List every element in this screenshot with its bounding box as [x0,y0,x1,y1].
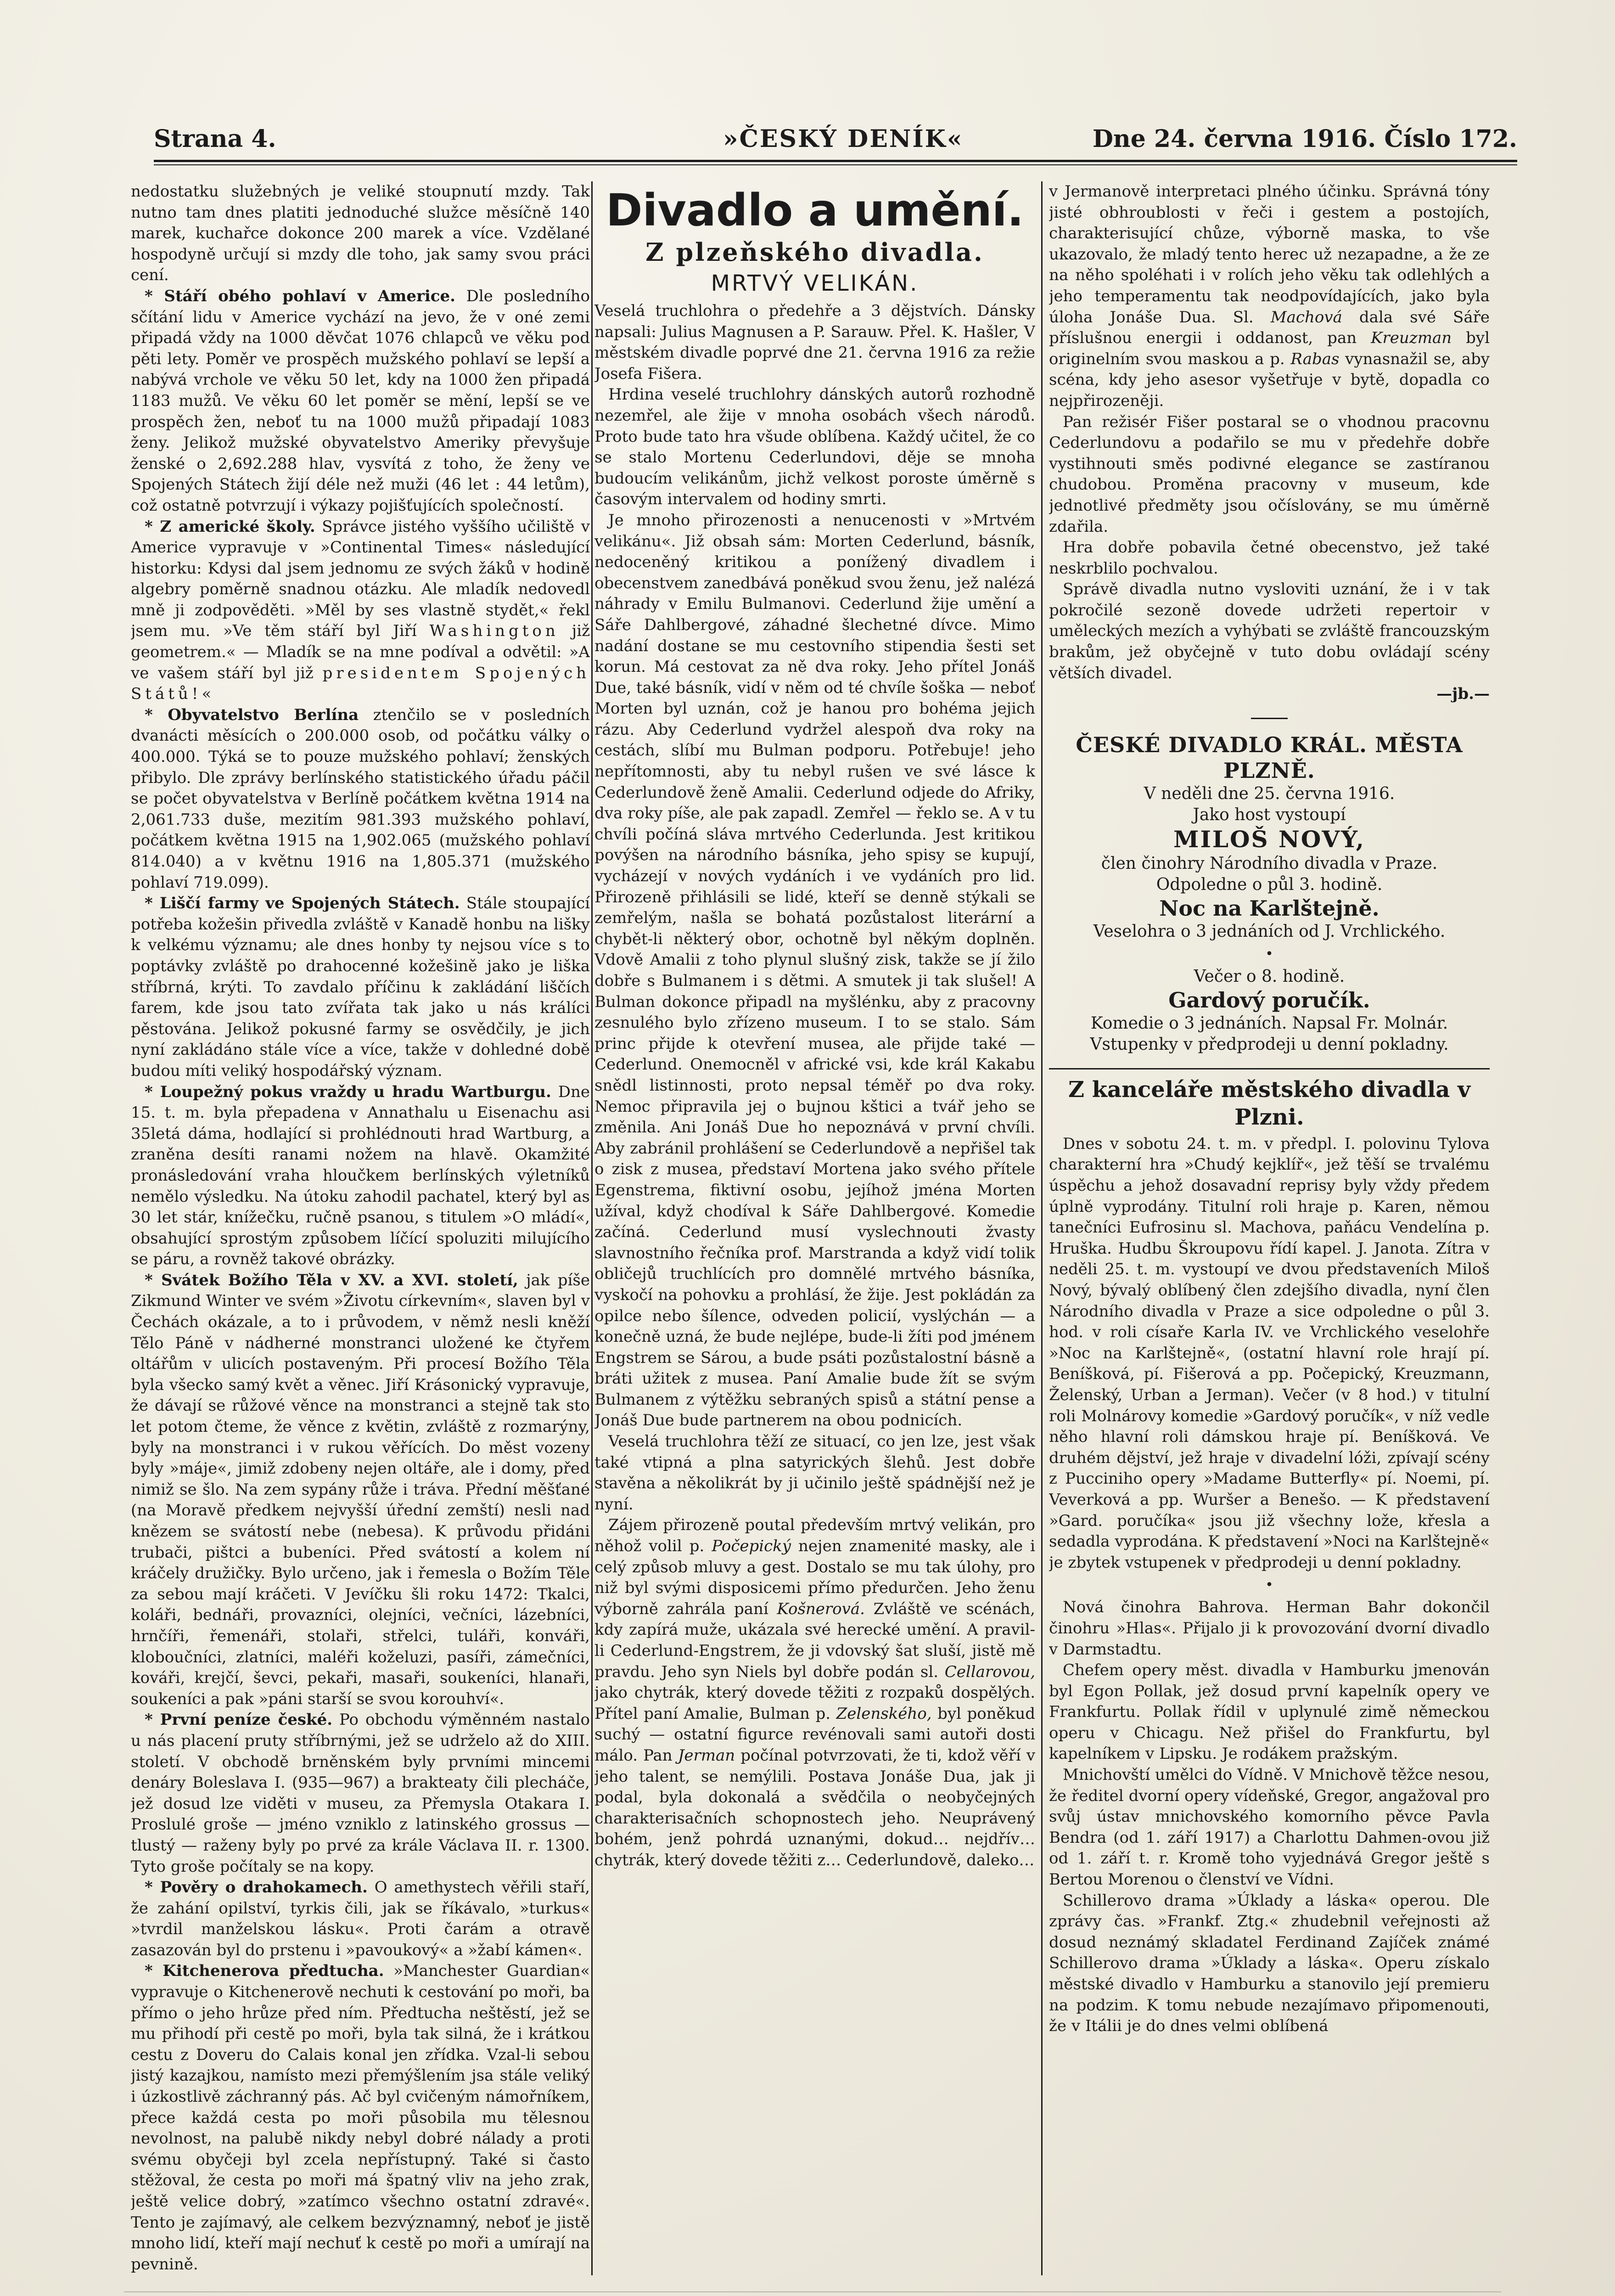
article-first-money [131,1710,590,1877]
ad-rule [1049,1068,1490,1069]
review-paragraph: Hra dobře pobavila četné obecenstvo, jež také neskrblilo pochvalou. [1049,538,1490,578]
review-paragraph: Správě divadla nutno vysloviti uznání, že i v tak pokročilé sezoně dovede udržeti repertoir v uměleckých mezích a vyhýbati se zvláště francouzským brakům, jež obyčejně v tuto dobu ovládají scény větších divadel. [1049,580,1490,682]
column-left [131,181,590,2287]
news-item: Nová činohra Bahrova. Herman Bahr dokončil činohru »Hlas«. Přijalo ji k provozování dvorní divadlo v Darmstadtu. [1049,1598,1490,1659]
office-title: Z kanceláře městského divadla v Plzni. [1068,1076,1470,1130]
office-notice: Dnes v sobotu 24. t. m. v předpl. I. polovinu Tylova charakterní hra »Chudý kejklíř«, jež těší se trvalému úspěchu a jehož dosavadní reprisy byly vždy předem úplně vyprodány. Titulní roli hraje p. Karen, němou tanečníci Eufrosinu sl. Machova, paňácu Vendelína p. Hruška. Hudbu Škroupovu řídí kapel. J. Janota. Zítra v neděli 25. t. m. vystoupí ve dvou představeních Miloš Nový, bývalý oblíbený člen zdejšího divadla, nyní člen Národního divadla v Praze a sice odpoledne o půl 3. hod. v roli císaře Karla IV. ve Vrchlického veselohře »Noc na Karlštejně«, (ostatní hlavní role hrají pí. Beníšková, pí. Fišerová a pp. Počepický, Kreuzmann, Želenský, Urban a Jerman). Večer (v 8 hod.) v titulní roli Molnárovy komedie »Gardový poručík«, v níž vedle něho hlavní roli dámskou hraje pí. Beníšková. Ve druhém dějství, jež hraje v divadelní lóži, zpívají scény z Pucciniho opery »Madame Butterfly« pí. Noemi, pí. Veverková a pp. Wuršer a Benešo. — K představení »Gard. poručíka« jsou již všechny lože, křesla a sedadla vyprodána. K představení »Noci na Karlštejně« je zbytek vstupenek v předprodeji u denní pokladny. [1049,1134,1490,1572]
article-heading: * Loupežný pokus vraždy u hradu Wartburgu. [145,1082,551,1101]
ad-line: Veselohra o 3 jednáních od J. Vrchlického. [1093,922,1446,941]
article-berlin [131,705,590,893]
article-body: »Manchester Guardian« vypravuje o Kitchenerově nechuti k cestování po moři, ba přímo o jeho hrůze před ním. Předtucha neštěstí, jež se mu přihodí při cestě po moři, byla tak silná, že i krátkou cestu z Doveru do Calais konal jen zřídka. Vzal-li sebou jistý kazajkou, namísto mezi přemýšlením jsa stále veliký i úzkostlivě záchranný pás. Ač byl cvičeným námořníkem, přece každá cesta po moři působila mu tělesnou nevolnost, na palubě nikdy nebyl dobré nálady a proti svému obyčeji byl zcela nepřístupný. Také si často stěžoval, že cesta po moři má špatný vliv na jeho zrak, ještě velice dobrý, »zatímco všechno ostatní zdravé«. Tento je zajímavý, ale celkem bezvýznamný, neboť je jistě mnoho lidí, kteří mají nechuť k cestě po moři a umírají na pevnině. [131,1962,590,2273]
ad-line: Jako host vystoupí [1193,805,1346,824]
article-body: Po obchodu výměnném nastalo u nás placení pruty stříbrnými, jež se udrželo až do XIII. století. V obchodě brněnském byly prvními mincemi denáry Boleslava I. (935—967) a brakteaty čili plecháče, jež dosud lze viděti v museu, za Přemysla Otakara I. Proslulé groše — jméno vzniklo z latinského grossus — tlustý — raženy byly po prvé za krále Václava II. r. 1300. Tyto groše počítaly se na kopy. [131,1711,590,1876]
article-heading: * Obyvatelstvo Berlína [145,705,359,724]
text-run: v Jermanově interpretaci plného účinku. Správná tóny jisté obhroublosti v řeči i gestem a postojích, charakterisující chůze, výborně maska, to vše ukazovalo, že mladý tento herec už nezapadne, a že ze na něho spoléhati i v rolích jeho věku tak odlehlých a jeho temperamentu tak neodpovídajících, jako byla úloha Jonáše Dua. Sl. [1049,182,1490,326]
text-run: počínal potvrzovati, že ti, kdož věří v jeho talent, se nemýlili. Postava Jonáše Dua, jak ji podal, byla dokonalá a svědčila o neobyčejných charakterisačních schopnostech jeho. Neuprávený bohém, jenž pohrdá uznanými, dokud… nejdřív… chytrák, který dovede těžiti z… Cederlundově, daleko… [594,1746,1035,1869]
ad-line: člen činohry Národního divadla v Praze. [1101,854,1438,873]
column-divider-2 [1041,181,1043,2275]
text-run: dala své Sáře příslušnou energii i oddanost, pan [1049,308,1490,348]
article-heading: * Stáří obého pohlaví v Americe. [145,287,455,305]
actor-name: Jerman [678,1746,735,1765]
column-middle [594,181,1035,2287]
page-bottom-edge [124,2291,1501,2292]
review-play-title: MRTVÝ VELIKÁN. [711,270,919,296]
actor-name: Košnerová. [777,1599,865,1618]
ad-play: Gardový poručík. [1168,987,1370,1013]
page-number: Strana 4. [154,125,276,153]
review-paragraph: Je mnoho přirozenosti a nenucenosti v »Mrtvém velikánu«. Již obsah sám: Morten Cederlund, básník, nedoceněný kritikou a ponížený divadlem i obecenstvem zanedbává poněkud svou ženu, jež nalézá náhrady v Emilu Bulmanovi. Cederlund žije umění a Sáře Dahlbergové, záhadné šlechetné dívce. Mimo nadání dostane se mu cestovního stipendia šesti set korun. Má cestovat za ně dva roky. Jeho přítel Jonáš Due, také básník, vidí v něm od té chvíle šoška — neboť Morten byl uznán, což je hanou pro bohéma jejich rázu. Aby Cederlund vydržel alespoň dva roky na cestách, slíbí mu Bulman podporu. Potřebuje! jeho nepřítomnosti, aby tu nebyl rušen ve své lásce k Cederlundově ženě Amalii. Cederlund odjede do Afriky, dva roky píše, ale pak zapadl. Zemřel — řeklo se. A v tu chvíli počíná sláva mrtvého Cederlunda. Jest kritikou povýšen na národního básníka, jeho spisy se kupují, vycházejí v nových vydáních i ve vydáních pro lid. Přirozeně přihlásili se lidé, kteří se denně stýkali se zemřelým, našla se bohatá pozůstalost literární a chybět-li některý obor, ochotně byl někým doplněn. Vdově Amalii z toho plynul slušný zisk, takže se jí žilo dobře s Bulmanem i s dětmi. A smutek ji tak slušel! A Bulman dokonce připadl na myšlénku, aby z pracovny zesnulého bylo zřízeno museum. I to se stalo. Sám princ přijde k otevření musea, ale přijde také — Cederlund. Onemocněl v africké vsi, kde král Kakabu snědl listinnosti, proto nepsal téměř po dva roky. Nemoc připravila jej o bujnou kštici a tvář jeho se změnila. Ani Jonáš Due ho nepoznává v první chvíli. Aby zabránil prohlášení se Cederlundově a nepřišel tak o zisk z musea, představí Mortena jako svého přítele Egenstrema, fiktivní osobu, jejíhož jména Morten užíval, když chodíval k Sáře Dahlbergové. Komedie začíná. Cederlund musí vyslechnouti žvasty slavnostního řečníka prof. Marstranda a když vidí tolik obličejů truchlících pro domnělé mrtvého básníka, vyskočí na pohovku a prohlásí, že žije. Jest pokládán za opilce nebo šílence, odveden policií, vyslýchán — a konečně uzná, že bude nejlépe, bude-li žíti pod jménem Engstrem se Sárou, a bude psáti pozůstalostní básně a bráti užitek z musea. Paní Amalie bude žít se svým Bulmanem z výtěžku sebraných spisů a státní pense a Jonáš Due bude partnerem na obou podnicích. [594,511,1035,1430]
actor-name: Cellarovou, [944,1662,1035,1681]
review-paragraph: Veselá truchlohra těží ze situací, co jen lze, jest však také vtipná a plna satyrických šlehů. Jest dobře stavěna a několikrát by ji učinilo ještě spádnější než je nyní. [594,1432,1035,1514]
article-american-school [131,517,590,705]
ad-line: Komedie o 3 jednáních. Napsal Fr. Molnár. [1090,1013,1448,1033]
actor-name: Rabas [1290,349,1340,368]
ad-line: V neděli dne 25. června 1916. [1144,784,1395,803]
text-run: vynasnažil se, aby scéna, kdy jeho asesor vyšetřuje v bytě, dopadla co nejpřirozeněji. [1049,349,1490,410]
spaced-phrase: presidentem Spojených Států!« [131,664,590,703]
article-body: Správce jistého vyššího učiliště v Americe vypravuje v »Continental Times« následující historku: Kdysi dal jsem jednomu ze svých žáků v hodině algebry poměrně snadnou otázku. Ale mladík nedovedl mně ji zodpověděti. »Měl by ses vlastně stydět,« řekl jsem mu. »Ve těm stáří byl Jiří [131,517,590,641]
masthead [154,125,1517,157]
article-body: Dne 15. t. m. byla přepadena v Annathalu u Eisenachu asi 35letá dáma, hodlající si prohlédnouti hrad Wartburg, a zraněna desíti ranami nožem na hlavě. Okamžité pronásledování vraha hloučkem berlínských výletníků nemělo výsledku. Na útoku zahodil pachatel, který byl as 30 let stár, knížečku, ručně psanou, s titulem »O mládí«, obsahující sprostým způsobem líčící spoluziti milujícího se páru, a rovněž takové obrázky. [131,1082,590,1269]
issue-date: Dne 24. června 1916. Číslo 172. [1092,125,1517,153]
article-body: jak píše Zikmund Winter ve svém »Životu církevním«, slaven byl v Čechách okázale, a to i průvodem, v němž nesli kněží Tělo Páně v nádherné monstranci uložené ke čtyřem oltářům v ulicích postaveným. Při procesí Božího Těla byla všecko samý květ a věnec. Jiří Krásonický vypravuje, že dávají se růžové věnce na monstranci a stejně tak sto let potom čteme, že věnce z květin, zvláště z rozmarýny, byly na monstranci i v rukou věřících. Do měst vozeny byly »máje«, jimiž zdobeny nejen oltáře, ale i domy, před nimiž se šlo. Na zem sypány růže i tráva. Přední měšťané (na Moravě předkem nejvyšší úřední zemští) nesli nad knězem se svátostí nebe (nebesa). K průvodu přidáni trubači, pištci a bubeníci. Před svátostí a kolem ní kráčely družičky. Bylo určeno, jak i řemesla o Božím Těle za sebou mají kráčeti. V Jevíčku šli roku 1472: Tkalci, koláři, bednáři, provazníci, olejníci, večníci, lázebníci, hrnčíři, řemenáři, stolaři, střelci, tuláři, konváři, kloboučníci, zlatníci, maléři koželuzi, pasíři, zámečníci, kováři, krejčí, ševci, pekaři, masaři, soukeníci, hlanaři, soukeníci a pak »páni starší se svou korouhví«. [131,1271,590,1708]
masthead-rule [154,160,1517,162]
article-kitchener [131,1961,590,2275]
review-paragraph-cast [594,1515,1035,1871]
section-title: Divadlo a umění. [606,185,1024,236]
theatre-advertisement [1049,732,1490,1055]
article-fragment-wages: nedostatku služebných je veliké stoupnutí mzdy. Tak nutno tam dnes platiti jednoduché služce měsíčně 140 marek, kuchařce dokonce 200 marek a více. Vzdělané hospodyně určují si mzdy dle toho, jak samy svou práci cení. [131,182,590,285]
article-corpus-christi [131,1270,590,1710]
subsection-title: Z plzeňského divadla. [645,237,984,267]
separator [1251,718,1288,719]
article-body: ztenčilo se v posledních dvanácti měsících o 200.000 osob, od počátku války o 400.000. Týká se to pouze mužského pohlaví; ženských přibylo. Dle zprávy berlínského statistického úřadu páčil se počet obyvatelstva v Berlíně počátkem května 1914 na 2,061.733 duše, mezitím 981.393 mužského pohlaví, počátkem května 1915 na 1,902.065 (mužského pohlaví 814.040) a v květnu 1916 na 1,805.371 (mužského pohlaví 719.099). [131,705,590,892]
article-heading: * Kitchenerova předtucha. [145,1962,384,1981]
text-run: jako chytrák, který dovede těžiti z rozpaků dospělých. Přítel paní Amalie, Bulman p. [594,1683,1035,1723]
actor-name: Kreuzman [1371,329,1452,348]
article-wartburg [131,1082,590,1270]
article-america-ages [131,286,590,517]
text-run: Zvláště ve scénách, kdy zapírá muže, ukázala své herecké umění. A pravil-li Cederlund-Engstrem, že ji vdovský šat sluší, jistě mě pravdu. Jeho syn Niels byl dobře podán sl. [594,1599,1035,1681]
ad-line: Večer o 8. hodině. [1194,967,1345,986]
spaced-name: Washington [429,622,559,641]
column-right [1049,181,1490,2287]
actor-name: Počepický [712,1537,791,1556]
actor-name: Machová [1270,308,1342,326]
text-run: byl poněkud suchý — ostatní figurce revénovali sami autoři dosti málo. Pan [594,1704,1035,1765]
text-run: byl originelním svou maskou a p. [1049,329,1490,368]
article-heading: * Liščí farmy ve Spojených Státech. [145,894,460,913]
article-heading: * První peníze české. [145,1711,333,1729]
actor-name: Zelenského, [836,1704,932,1723]
review-paragraph: Pan režisér Fišer postaral se o vhodnou pracovnu Cederlundovu a podařilo se mu v předehře dobře vystihnouti směs podivné elegance se zastíranou chudobou. Proměna pracovny v museum, kde jednotlivé předměty jsou očíslovány, se mu úměrně zdařila. [1049,412,1490,536]
review-signature: —jb.— [1436,685,1490,703]
article-heading: * Z americké školy. [145,517,315,536]
ad-line: Odpoledne o půl 3. hodině. [1156,875,1383,894]
ad-play: Noc na Karlštejně. [1159,895,1379,921]
review-intro: Veselá truchlohra o předehře a 3 dějstvích. Dánsky napsali: Julius Magnusen a P. Sarauw. Přel. K. Hašler, V městském divadle poprvé dne 21. června 1916 za režie Josefa Fišera. [594,302,1035,383]
article-body: Stále stoupající potřeba kožešin přivedla zvláště v Kanadě honbu na lišky k velkému významu; ale dnes honby ty nejsou více s to poptávky zvláště po drahocenné kožešině jako je liška stříbrná, krýti. To zavdalo příčinu k zakládání liščích farem, kde jsou tato zvířata tak jako u nás králíci pěstována. Jelikož pokusné farmy se osvědčily, je jich nyní zakládáno stále více a více, takže v dohledné době budou míti veliký hospodářský význam. [131,894,590,1080]
review-continuation [1049,181,1490,412]
bullet-mark: • [1265,1577,1273,1593]
news-item: Chefem opery měst. divadla v Hamburku jmenován byl Egon Pollak, jež dosud první kapelník opery ve Frankfurtu. Pollak řídil v uplynulé zimě německou operu v Chicagu. Než přišel do Frankfurtu, byl kapelníkem v Lipsku. Je rodákem pražským. [1049,1661,1490,1763]
news-item: Schillerovo drama »Úklady a láska« operou. Dle zprávy čas. »Frankf. Ztg.« zhudebnil veřejnosti až dosud neznámý skladatel Ferdinand Zajíček známé Schillerovo drama »Úklady a láska«. Operu získalo městské divadlo v Hamburku a stanovilo její premieru na podzim. K tomu nebude nezajímavo připomenouti, že v Itálii je do dnes velmi oblíbená [1049,1891,1490,2036]
article-gem-superstitions [131,1877,590,1961]
text-run: Zájem přirozeně poutal především mrtvý velikán, pro něhož volil p. [594,1516,1035,1556]
column-divider-1 [591,181,593,2275]
article-heading: * Svátek Božího Těla v XV. a XVI. století, [145,1271,518,1289]
article-fox-farms [131,893,590,1081]
newspaper-title: »ČESKÝ DENÍK« [723,125,964,153]
text-run: nejen znamenité masky, ale i celý způsob mluvy a gest. Dostalo se mu tak úlohy, pro niž byl svými disposicemi přímo předurčen. Jeho ženu výborně zahrála paní [594,1537,1035,1618]
news-item: Mnichovští umělci do Vídně. V Mnichově těžce nesou, že ředitel dvorní opery vídeňské, Gregor, angažoval pro svůj ústav mnichovského komorního pěvce Pavla Bendra (od 1. září 1917) a Charlottu Dahmen-ovou již od 1. září t. r. Kromě toho vyjednává Gregor ještě s Bertou Morenou o členství ve Vídni. [1049,1766,1490,1889]
article-body: již geometrem.« — Mladík se na mne podíval a odvětil: »A ve vašem stáří byl již [131,622,590,682]
masthead-rule-thin [154,164,1517,165]
bullet-mark: • [1265,945,1273,962]
article-body: O amethystech věřili staří, že zahání opilství, tyrkis čili, jak se říkávalo, »turkus« »tvrdil manželskou lásku«. Proti čarám a otravě zasazován byl do prstenu i »pavoukový« a »žabí kámen«. [131,1878,590,1959]
ad-line: Vstupenky v předprodeji u denní pokladny. [1090,1035,1449,1054]
article-body: Dle posledního sčítání lidu v Americe vychází na jevo, že v oné zemi připadá vždy na 1000 děvčat 1076 chlapců ve věku pod pěti lety. Poměr ve prospěch mužského pohlaví se lepší a nabývá vrchole ve věku 50 let, kdy na 1000 žen připadá 1183 mužů. Ve věku 60 let poměr se mění, lepší se ve prospěch žen, neboť tu na 1000 mužů připadají 1083 ženy. Jelikož mužské obyvatelstvo Ameriky převyšuje ženské o 2,692.288 hlav, vysvítá z toho, že ženy ve Spojených Státech žijí déle než muži (46 let : 44 letům), což ostatně potvrzují i výkazy pojišťujících společností. [131,287,590,515]
review-paragraph: Hrdina veselé truchlohry dánských autorů rozhodně nezemřel, ale žije v mnoha osobách všech národů. Proto bude tato hra všude oblíbena. Každý učitel, že co se stalo Mortenu Cederlundovi, děje se mnoha budoucím velikánům, jichž velkost poroste úměrně s časovým intervalem od hodiny smrti. [594,385,1035,509]
ad-title: ČESKÉ DIVADLO KRÁL. MĚSTA PLZNĚ. [1076,732,1463,783]
article-heading: * Pověry o drahokamech. [145,1878,368,1897]
ad-actor: MILOŠ NOVÝ, [1173,825,1365,853]
